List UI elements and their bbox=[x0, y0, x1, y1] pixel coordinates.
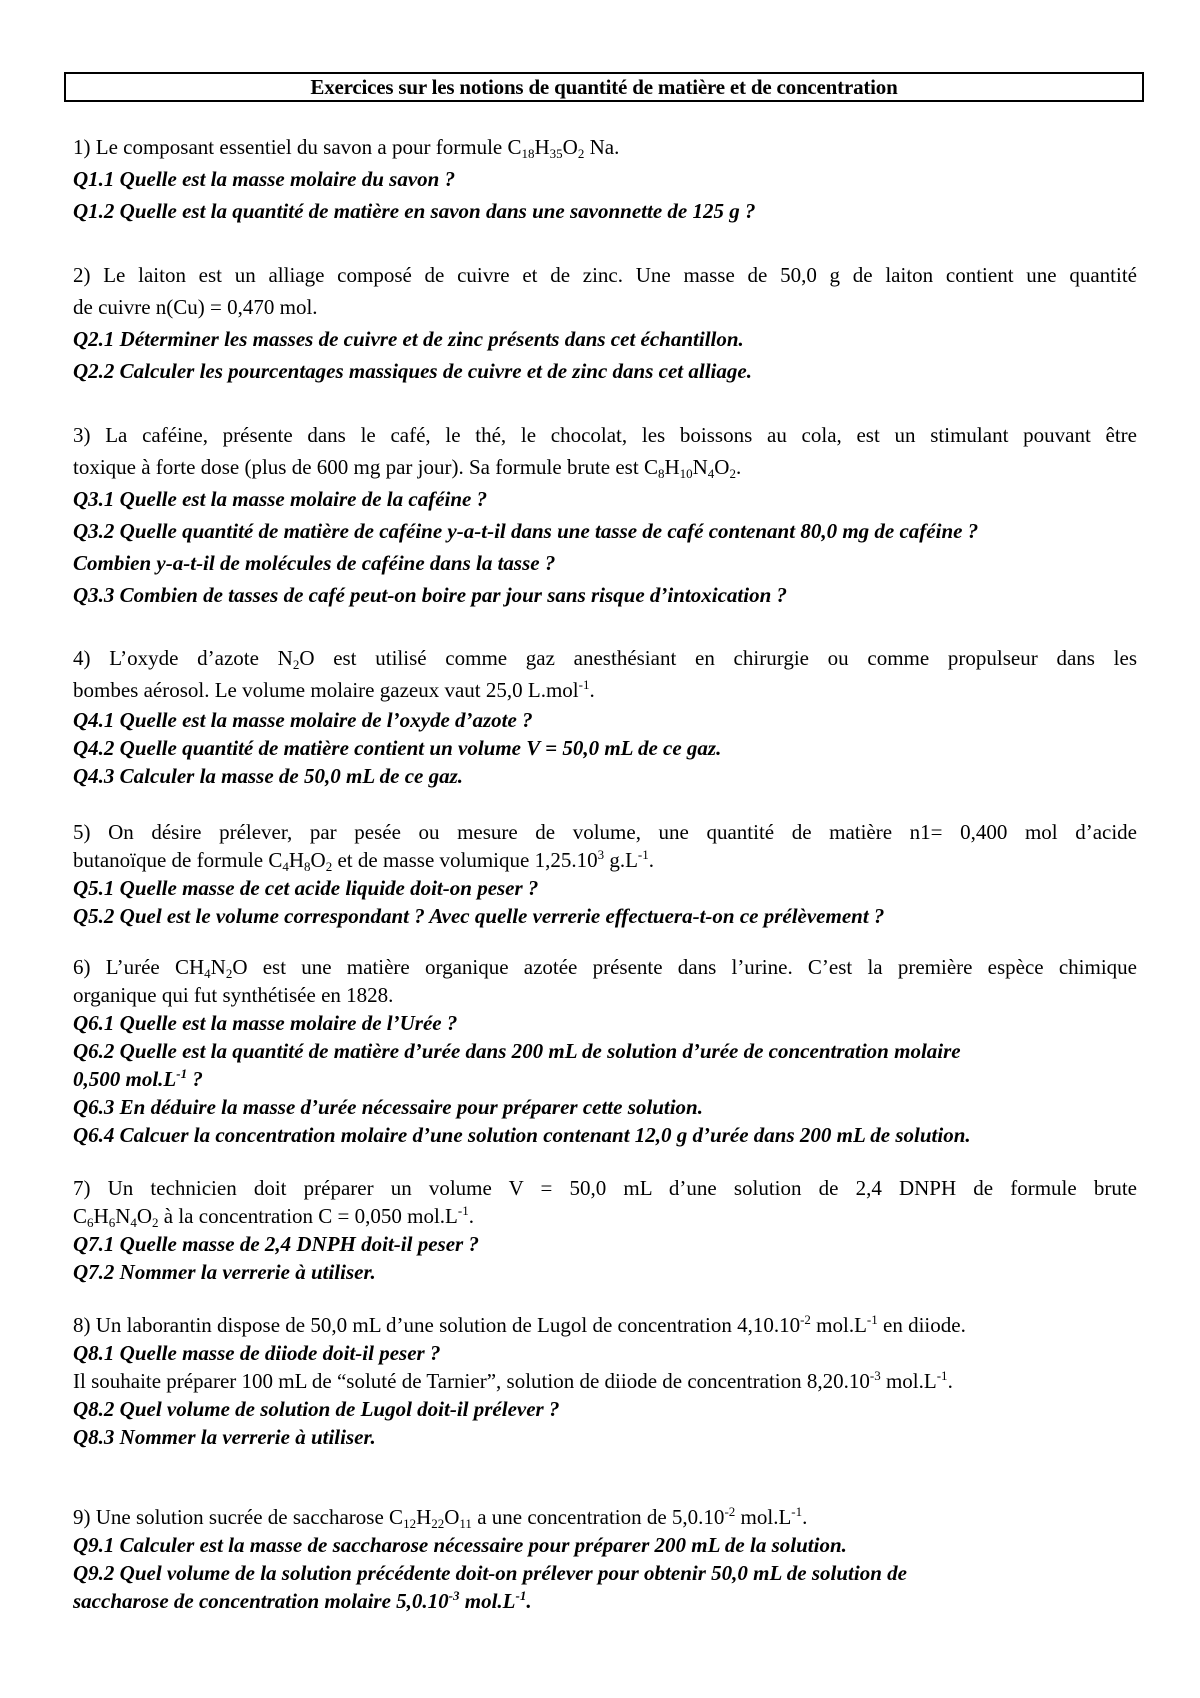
exercise-8-follow-up: Il souhaite préparer 100 mL de “soluté de Tarnier”, solution de diiode de concentration $8,20.10^{-3}$ $mol.L^{-1}$. bbox=[73, 1368, 953, 1393]
question-2-2: Q2.2 Calculer les pourcentages massiques de cuivre et de zinc dans cet alliage. bbox=[73, 359, 752, 383]
question-3-2-continued: Combien y-a-t-il de molécules de caféine dans la tasse ? bbox=[73, 551, 556, 575]
exercise-3-statement-line-1: 3) La caféine, présente dans le café, le thé, le chocolat, les boissons au cola, est un stimulant pouvant être bbox=[73, 423, 1137, 447]
question-5-1: Q5.1 Quelle masse de cet acide liquide doit-on peser ? bbox=[73, 876, 539, 900]
question-4-1: Q4.1 Quelle est la masse molaire de l’oxyde d’azote ? bbox=[73, 708, 533, 732]
question-6-2: Q6.2 Quelle est la quantité de matière d’urée dans 200 mL de solution d’urée de concentration molaire bbox=[73, 1039, 961, 1063]
question-6-1: Q6.1 Quelle est la masse molaire de l’Urée ? bbox=[73, 1011, 458, 1035]
question-6-3: Q6.3 En déduire la masse d’urée nécessaire pour préparer cette solution. bbox=[73, 1095, 703, 1119]
exercise-4 bbox=[73, 642, 1137, 790]
page-title: Exercices sur les notions de quantité de matière et de concentration bbox=[64, 72, 1144, 102]
exercise-2-statement-line-2: de cuivre n(Cu) = 0,470 mol. bbox=[73, 295, 318, 319]
exercise-5-statement-line-2: butanoïque de formule $C_4H_8O_2$ et de masse volumique 1,25.10$^3$ $g.L^{-1}$. bbox=[73, 847, 655, 874]
question-7-1: Q7.1 Quelle masse de 2,4 DNPH doit-il peser ? bbox=[73, 1232, 479, 1256]
question-4-2: Q4.2 Quelle quantité de matière contient un volume V = 50,0 mL de ce gaz. bbox=[73, 736, 722, 760]
exercise-6-statement-line-1: 6) L’urée $CH_4N_2O$ est une matière organique azotée présente dans l’urine. C’est la première espèce chimique bbox=[73, 955, 1137, 981]
exercise-7-statement-line-1: 7) Un technicien doit préparer un volume V = 50,0 mL d’une solution de 2,4 DNPH de formule brute bbox=[73, 1176, 1137, 1200]
question-3-1: Q3.1 Quelle est la masse molaire de la caféine ? bbox=[73, 487, 488, 511]
question-2-1: Q2.1 Déterminer les masses de cuivre et de zinc présents dans cet échantillon. bbox=[73, 327, 744, 351]
exercise-7-statement-line-2: $C_6H_6N_4O_2$ à la concentration C = 0,050 $mol.L^{-1}$. bbox=[73, 1203, 474, 1230]
exercise-6 bbox=[73, 953, 1137, 1149]
question-9-2: Q9.2 Quel volume de la solution précédente doit-on prélever pour obtenir 50,0 mL de solution de bbox=[73, 1561, 907, 1585]
question-4-3: Q4.3 Calculer la masse de 50,0 mL de ce gaz. bbox=[73, 764, 464, 788]
question-8-2: Q8.2 Quel volume de solution de Lugol doit-il prélever ? bbox=[73, 1397, 560, 1421]
question-7-2: Q7.2 Nommer la verrerie à utiliser. bbox=[73, 1260, 376, 1284]
exercise-2 bbox=[73, 259, 1137, 387]
exercise-2-statement-line-1: 2) Le laiton est un alliage composé de cuivre et de zinc. Une masse de 50,0 g de laiton contient une quantité bbox=[73, 263, 1137, 287]
question-9-2-continued: saccharose de concentration molaire $5,0.10^{-3}$ $mol.L^{-1}$. bbox=[73, 1588, 532, 1613]
exercise-4-statement-line-2: bombes aérosol. Le volume molaire gazeux vaut 25,0 L.mol$^{-1}$. bbox=[73, 677, 595, 702]
exercise-5-statement-line-1: 5) On désire prélever, par pesée ou mesure de volume, une quantité de matière n1= 0,400 mol d’acide bbox=[73, 820, 1137, 844]
exercise-9-statement: 9) Une solution sucrée de saccharose $C_{12}H_{22}O_{11}$ a une concentration de $5,0.10^{-2}$ $mol.L^{-1}$. bbox=[73, 1504, 808, 1531]
question-9-1: Q9.1 Calculer est la masse de saccharose nécessaire pour préparer 200 mL de la solution. bbox=[73, 1533, 847, 1557]
exercise-9 bbox=[73, 1503, 1137, 1615]
exercise-1-statement: 1) Le composant essentiel du savon a pour formule $C_{18}H_{35}O_2$ Na. bbox=[73, 135, 620, 161]
exercise-6-statement-line-2: organique qui fut synthétisée en 1828. bbox=[73, 983, 394, 1007]
exercise-3-statement-line-2: toxique à forte dose (plus de 600 mg par jour). Sa formule brute est $C_8H_{10}N_4O_2$. bbox=[73, 455, 742, 481]
question-6-2-continued: 0,500 $mol.L^{-1}$ ? bbox=[73, 1066, 203, 1091]
question-8-1: Q8.1 Quelle masse de diiode doit-il peser ? bbox=[73, 1341, 441, 1365]
exercise-5 bbox=[73, 818, 1137, 930]
exercise-7 bbox=[73, 1174, 1137, 1286]
exercise-4-statement-line-1: 4) L’oxyde d’azote $N_2O$ est utilisé comme gaz anesthésiant en chirurgie ou comme propulseur dans les bbox=[73, 646, 1137, 672]
question-1-2: Q1.2 Quelle est la quantité de matière en savon dans une savonnette de 125 g ? bbox=[73, 199, 756, 223]
question-3-3: Q3.3 Combien de tasses de café peut-on boire par jour sans risque d’intoxication ? bbox=[73, 583, 788, 607]
exercise-3 bbox=[73, 419, 1137, 611]
question-6-4: Q6.4 Calcuer la concentration molaire d’une solution contenant 12,0 g d’urée dans 200 mL de solution. bbox=[73, 1123, 971, 1147]
exercise-1 bbox=[73, 131, 1137, 227]
question-8-3: Q8.3 Nommer la verrerie à utiliser. bbox=[73, 1425, 376, 1449]
exercise-8-statement: 8) Un laborantin dispose de 50,0 mL d’une solution de Lugol de concentration $4,10.10^{-2}$ $mol.L^{-1}$ en diiode. bbox=[73, 1312, 966, 1337]
question-1-1: Q1.1 Quelle est la masse molaire du savon ? bbox=[73, 167, 456, 191]
question-3-2: Q3.2 Quelle quantité de matière de caféine y-a-t-il dans une tasse de café contenant 80,0 mg de caféine ? bbox=[73, 519, 979, 543]
question-5-2: Q5.2 Quel est le volume correspondant ? Avec quelle verrerie effectuera-t-on ce prélèvement ? bbox=[73, 904, 885, 928]
exercise-8 bbox=[73, 1311, 1137, 1451]
